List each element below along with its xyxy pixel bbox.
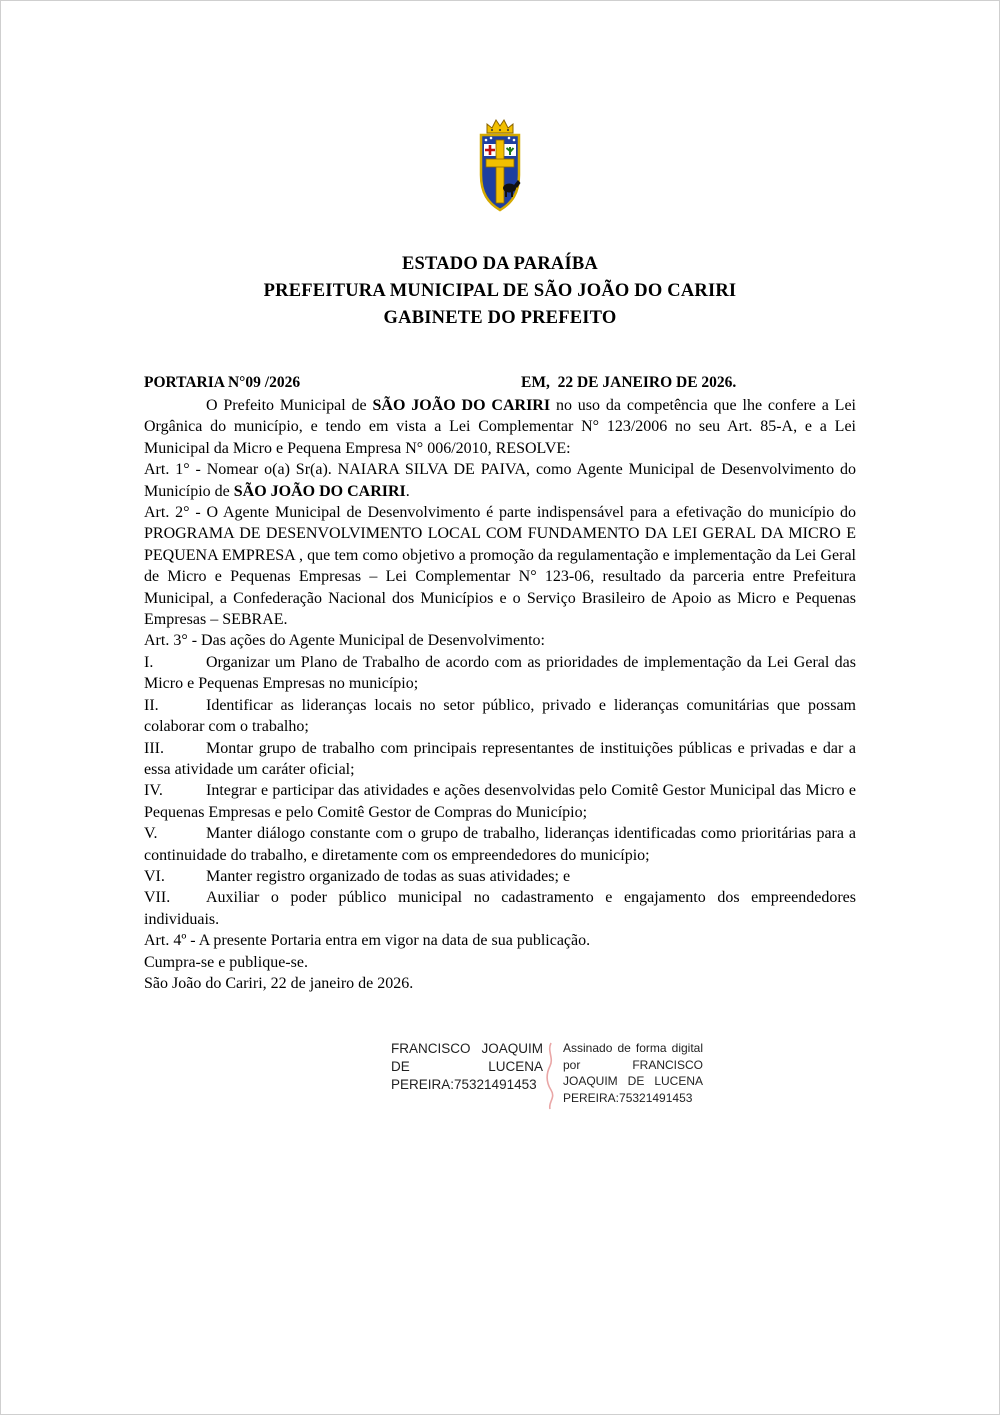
signature-digital-note: Assinado de forma digital por FRANCISCO JOAQUIM DE LUCENA PEREIRA:75321491453 <box>563 1041 703 1105</box>
coat-of-arms-icon <box>459 117 541 217</box>
list-item-text: Organizar um Plano de Trabalho de acordo com as prioridades de implementação da Lei Geral das Micro e Pequenas Empresas no município; <box>144 653 856 693</box>
list-item-text: Integrar e participar das atividades e ações desenvolvidas pelo Comitê Gestor Municipal das Micro e Pequenas Empresas e pelo Comitê Gestor de Compras do Município; <box>144 782 856 821</box>
list-item-numeral: I. <box>144 653 154 671</box>
letterhead <box>1 251 999 332</box>
letterhead-state: ESTADO DA PARAÍBA <box>402 254 598 274</box>
list-item <box>144 887 856 930</box>
list-item-text: Auxiliar o poder público municipal no cadastramento e engajamento dos empreendedores individuais. <box>144 889 856 928</box>
list-item-numeral: III. <box>144 739 164 757</box>
signature-flourish-icon <box>544 1042 556 1110</box>
preamble-text: O Prefeito Municipal de <box>206 397 373 414</box>
digital-signature-block <box>391 1040 856 1110</box>
municipality-name-bold: SÃO JOÃO DO CARIRI <box>372 397 551 414</box>
letterhead-office: GABINETE DO PREFEITO <box>383 308 617 328</box>
list-item <box>144 695 856 738</box>
list-item-numeral: VI. <box>144 867 165 885</box>
list-item-text: Identificar as lideranças locais no setor público, privado e lideranças comunitárias que possam colaborar com o trabalho; <box>144 696 856 736</box>
preamble-text-cont: no uso da competência que lhe confere a Lei Orgânica do município, e tendo em vista a Lei Complementar N° 123/2006 no seu Art. 85-A, e a Lei Municipal da Micro e Pequena Empresa N° 006/2010, RESOLVE: <box>144 397 857 457</box>
list-item <box>144 652 856 695</box>
article-4: Art. 4º - A presente Portaria entra em vigor na data de sua publicação. <box>144 932 591 950</box>
article-2: Art. 2° - O Agente Municipal de Desenvolvimento é parte indispensável para a efetivação do município do PROGRAMA DE DESENVOLVIMENTO LOCAL COM FUNDAMENTO DA LEI GERAL DA MICRO E PEQUENA EMPRESA , que tem como objetivo a promoção da regulamentação e implementação da Lei Geral de Micro e Pequenas Empresas – Lei Complementar N° 123-06, resultado da parceria entre Prefeitura Municipal, a Confederação Nacional dos Municípios e o Serviço Brasileiro de Apoio as Micro e Pequenas Empresas – SEBRAE. <box>144 504 856 629</box>
signature-name: FRANCISCO JOAQUIM DE LUCENA PEREIRA:75321491453 <box>391 1041 543 1093</box>
portaria-meta <box>144 374 856 395</box>
list-item <box>144 823 856 866</box>
portaria-number: PORTARIA N°09 /2026 <box>144 374 301 391</box>
list-item-numeral: VII. <box>144 889 171 907</box>
list-item <box>144 738 856 781</box>
list-item-text: Manter registro organizado de todas as suas atividades; e <box>206 867 571 885</box>
article-1-period: . <box>405 482 410 500</box>
article-1 <box>144 459 856 502</box>
place-date: São João do Cariri, 22 de janeiro de 2026. <box>144 974 414 992</box>
list-item-numeral: II. <box>144 696 159 714</box>
letterhead-municipality: PREFEITURA MUNICIPAL DE SÃO JOÃO DO CARIRI <box>263 281 737 301</box>
preamble-paragraph <box>144 395 856 459</box>
document-body <box>144 395 856 1110</box>
list-item-text: Manter diálogo constante com o grupo de trabalho, lideranças identificadas como prioritárias para a continuidade do trabalho, e diretamente com os empreendedores do município; <box>144 825 856 864</box>
article-1-text: Art. 1° - Nomear o(a) Sr(a). NAIARA SILVA DE PAIVA, como Agente Municipal de Desenvolvimento do Município de <box>144 461 856 500</box>
list-item <box>144 866 856 887</box>
article-1-municipality-bold: SÃO JOÃO DO CARIRI <box>233 482 406 500</box>
article-3-intro: Art. 3° - Das ações do Agente Municipal de Desenvolvimento: <box>144 632 545 650</box>
list-item-numeral: V. <box>144 825 158 843</box>
list-item <box>144 780 856 823</box>
portaria-date: EM, 22 DE JANEIRO DE 2026. <box>521 374 737 391</box>
list-item-text: Montar grupo de trabalho com principais representantes de instituições públicas e privadas e dar a essa atividade um caráter oficial; <box>144 739 856 778</box>
list-item-numeral: IV. <box>144 782 163 800</box>
closing-order: Cumpra-se e publique-se. <box>144 953 308 971</box>
